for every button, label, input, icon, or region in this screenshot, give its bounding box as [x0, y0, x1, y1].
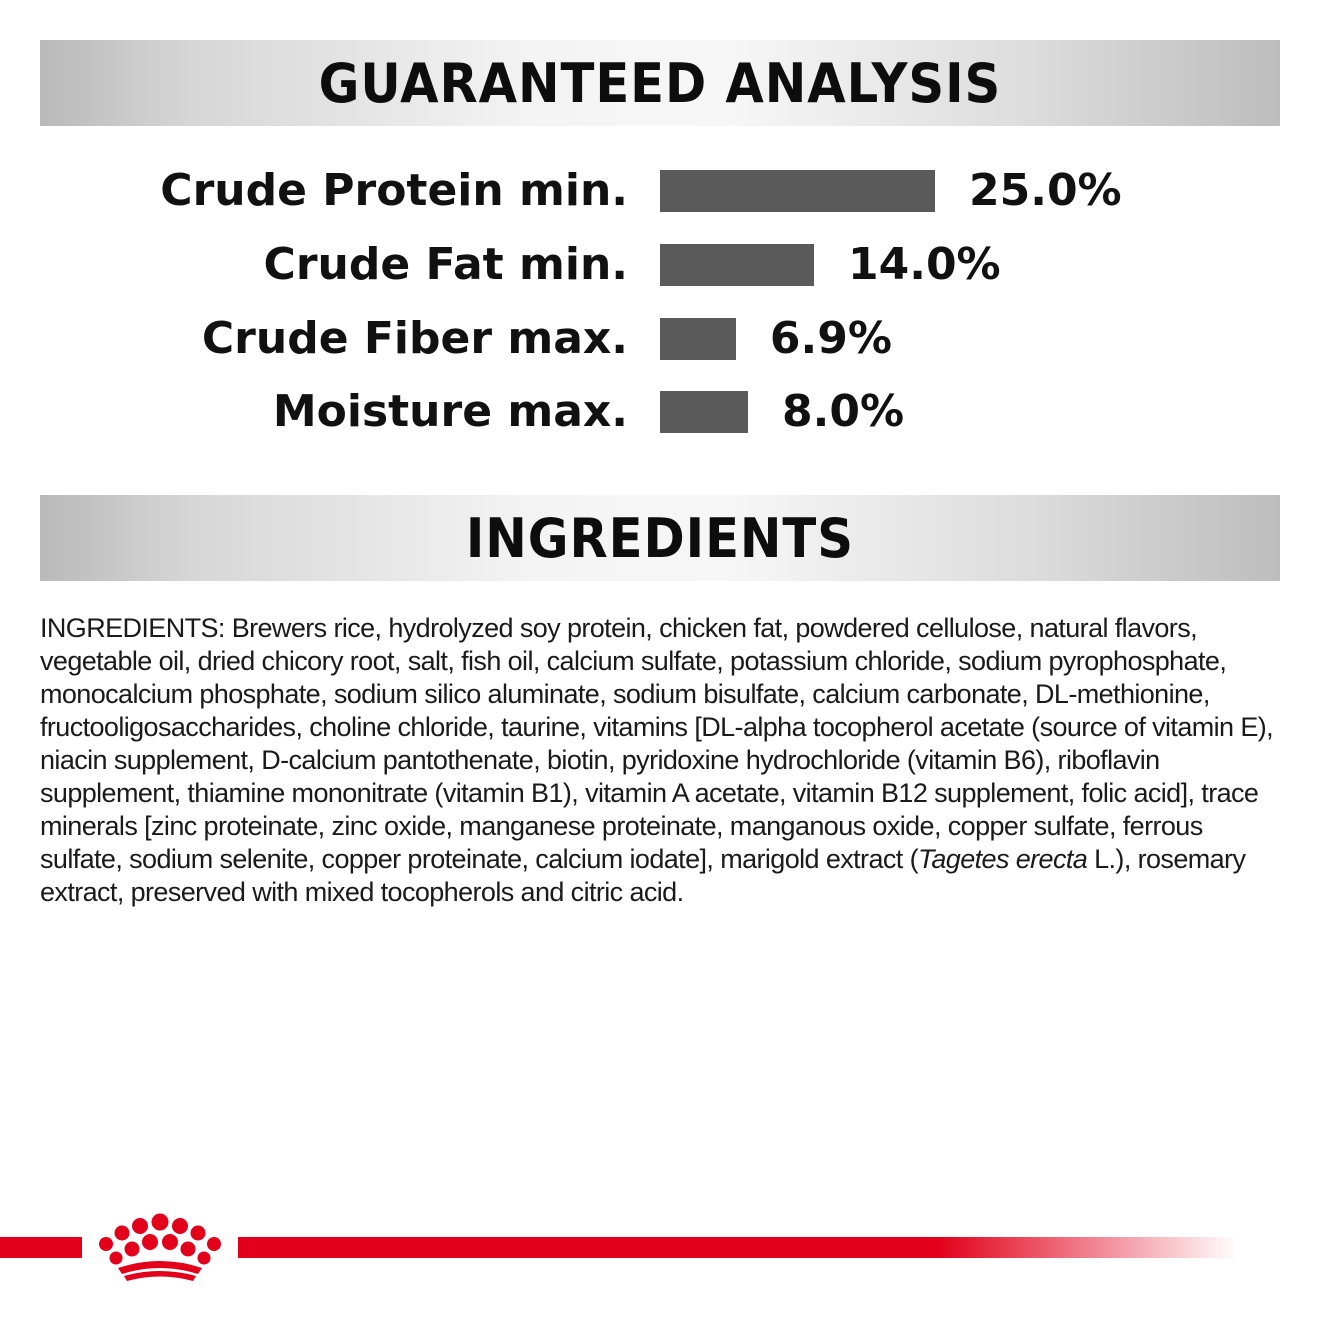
analysis-row-fat: [0, 239, 1320, 290]
analysis-row-protein: [0, 165, 1320, 216]
analysis-label: Crude Protein min.: [160, 165, 628, 216]
analysis-value: 8.0%: [782, 386, 905, 437]
footer-brand-line: [238, 1237, 1238, 1258]
ingredients-text-part: L.), rosemary extract, preserved with mixed tocopherols and citric acid.: [40, 844, 1246, 907]
ingredients-list: [40, 612, 1290, 909]
analysis-bar: [660, 318, 736, 360]
ingredients-botanical-name: Tagetes erecta: [917, 844, 1088, 874]
analysis-label: Crude Fiber max.: [201, 313, 628, 364]
ingredients-title: INGREDIENTS: [465, 506, 855, 570]
royal-crown-icon: [92, 1208, 228, 1284]
analysis-label: Moisture max.: [272, 386, 628, 437]
analysis-value: 6.9%: [769, 313, 892, 364]
analysis-row-fiber: [0, 313, 1320, 364]
analysis-bar: [660, 244, 814, 286]
analysis-value: 14.0%: [848, 239, 1001, 290]
ingredients-text-part: INGREDIENTS: Brewers rice, hydrolyzed soy protein, chicken fat, powdered cellulose, natural flavors, vegetable oil, dried chicory root, salt, fish oil, calcium sulfate, potassium chloride, sodium pyrophosphate, monocalcium phosphate, sodium silico aluminate, sodium bisulfate, calcium carbonate, DL-methionine, fructooligosaccharides, choline chloride, taurine, vitamins [DL-alpha tocopherol acetate (source of vitamin E), niacin supplement, D-calcium pantothenate, biotin, pyridoxine hydrochloride (vitamin B6), riboflavin supplement, thiamine mononitrate (vitamin B1), vitamin A acetate, vitamin B12 supplement, folic acid], trace minerals [zinc proteinate, zinc oxide, manganese proteinate, manganous oxide, copper sulfate, ferrous sulfate, sodium selenite, copper proteinate, calcium iodate], marigold extract (: [40, 613, 1274, 874]
analysis-value: 25.0%: [969, 165, 1122, 216]
guaranteed-analysis-banner: [40, 40, 1280, 126]
analysis-bar: [660, 391, 748, 433]
ingredients-banner: [40, 495, 1280, 581]
footer-brand-line: [0, 1237, 82, 1258]
analysis-label: Crude Fat min.: [263, 239, 628, 290]
analysis-row-moisture: [0, 386, 1320, 437]
guaranteed-analysis-title: GUARANTEED ANALYSIS: [318, 51, 1002, 115]
analysis-bar: [660, 170, 935, 212]
